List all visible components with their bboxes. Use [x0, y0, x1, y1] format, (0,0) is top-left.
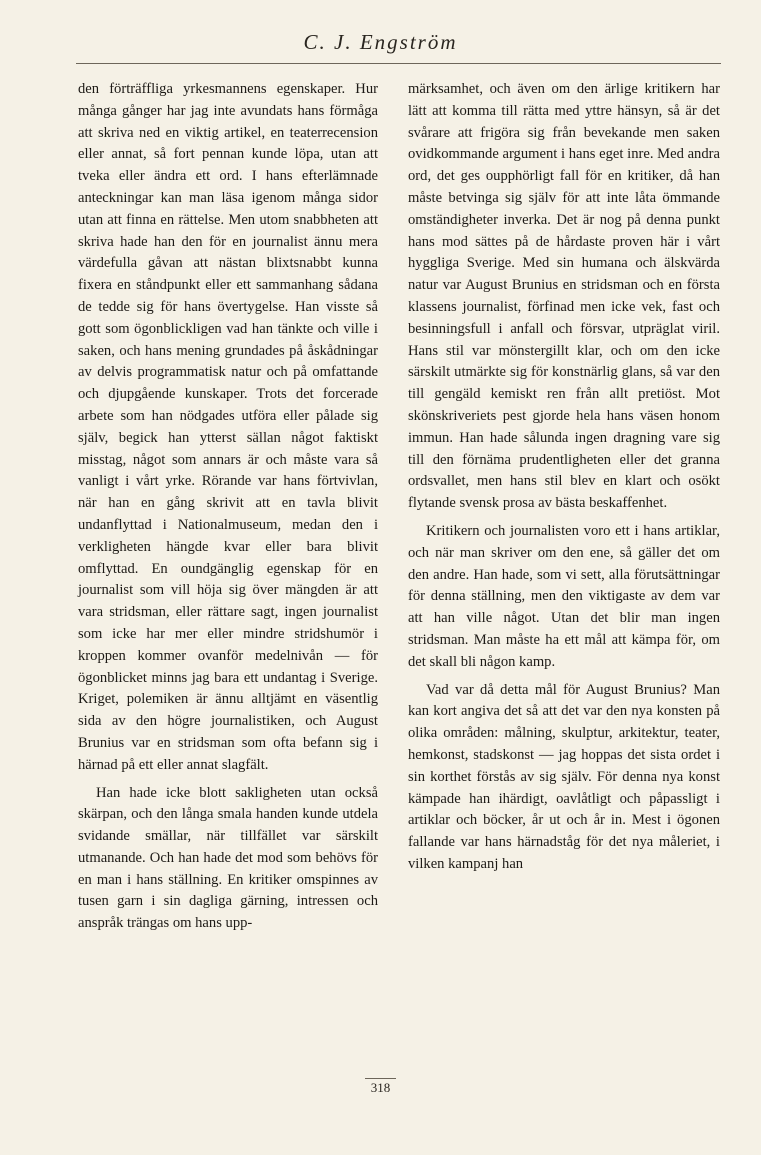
- page-number: [0, 1080, 761, 1096]
- running-header: C. J. Engström: [303, 30, 458, 54]
- left-column: [78, 79, 378, 935]
- page-number-text: 318: [365, 1078, 397, 1095]
- paragraph: den förträffliga yrkesmannens egenskaper. Hur många gånger har jag inte avundats hans förmåga att skriva ned en viktig artikel, en teaterrecension eller annat, så fort pennan kunde löpa, utan att tveka eller ändra ett ord. I hans efterlämnade anteckningar kan man läsa igenom många sidor utan att finna en rättelse. Men utom snabbheten att skriva hade han den för en journalist ännu mera värdefulla gåvan att nästan blixtsnabbt kunna fixera en ståndpunkt eller ett sammanhang sådana de tedde sig för hans övertygelse. Han visste så gott som ögonblickligen vad han tänkte och ville i saken, och hans mening grundades på åskådningar av delvis programmatisk natur och på omfattande och djupgående kunskaper. Trots det forcerade arbete som han nödgades utföra eller pålade sig själv, begick han ytterst sällan något faktiskt misstag, något som annars är och måste vara så vanligt i vårt yrke. Rörande var hans förtvivlan, när han en gång skrivit att en tavla blivit undanflyttad i Nationalmuseum, medan den i verkligheten hängde kvar eller bara blivit omflyttad. En oundgänglig egenskap för en journalist som vill höja sig över mängden är att vara stridsman, eller rättare sagt, ingen journalist som icke har mer eller mindre stridshumör i kroppen kommer ovanför medelnivån — för ögonblicket minns jag bara ett undantag i Sverige. Kriget, polemiken är ännu alltjämt en väsentlig sida av den högre journalistiken, och August Brunius var en stridsman som ofta befann sig i härnad på ett eller annat slagfält.: [78, 81, 378, 773]
- paragraph: Vad var då detta mål för August Brunius? Man kan kort angiva det så att det var den nya konsten på olika områden: målning, skulptur, arkitektur, teater, hemkonst, stadskonst — jag hoppas det sista ordet i sin korthet förstås av sig själv. För denna nya konst kämpade han ihärdigt, oavlåtligt och påpassligt i artiklar och böcker, år ut och år in. Mest i ögonen fallande var hans härnadståg för det nya måleriet, i vilken kampanj han: [408, 681, 720, 872]
- right-column: [408, 79, 720, 876]
- paragraph: Han hade icke blott sakligheten utan också skärpan, och den långa smala handen kunde utdela svidande smällar, när tillfället var särskilt utmanande. Och han hade det mod som behövs för en man i hans ställning. En kritiker omspinnes av tusen garn i sin dagliga gärning, intressen och anspråk trängas om hans upp-: [78, 784, 378, 932]
- paragraph: märksamhet, och även om den ärlige kritikern har lätt att komma till rätta med yttre hänsyn, så är det svårare att frigöra sig från bevekande men saken ovidkommande argument i hans eget inre. Med andra ord, det ges oupphörligt fall för en kritiker, då han måste betvinga sig själv för att inte låta ömmande omständigheter inverka. Det är nog på denna punkt hans mod sättes på de hårdaste proven här i vårt hyggliga Sverige. Med sin humana och älskvärda natur var August Brunius en stridsman och en första klassens journalist, förfinad men icke vek, fast och besinningsfull i anfall och försvar, utpräglat viril. Hans stil var mönstergillt klar, och om den icke särskilt utmärkte sig för konstnärlig glans, så var den till gengäld kemiskt ren från allt pretiöst. Mot skönskriveriets pest gjorde hela hans väsen honom immun. Han hade sålunda ingen dragning vare sig till den förnäma prudentligheten eller det granna ordsvallet, men hans stil blev en klart och osökt flytande svensk prosa av bästa beskaffenhet.: [408, 81, 720, 512]
- header-rule: [76, 63, 721, 64]
- paragraph: Kritikern och journalisten voro ett i hans artiklar, och när man skriver om den ene, så gäller det om den andre. Han hade, som vi sett, alla förutsättningar för denna ställning, men den viktigaste av dem var att han ville något. Utan det blir man ingen stridsman. Man måste ha ett mål att kämpa för, om det skall bli någon kamp.: [408, 522, 720, 670]
